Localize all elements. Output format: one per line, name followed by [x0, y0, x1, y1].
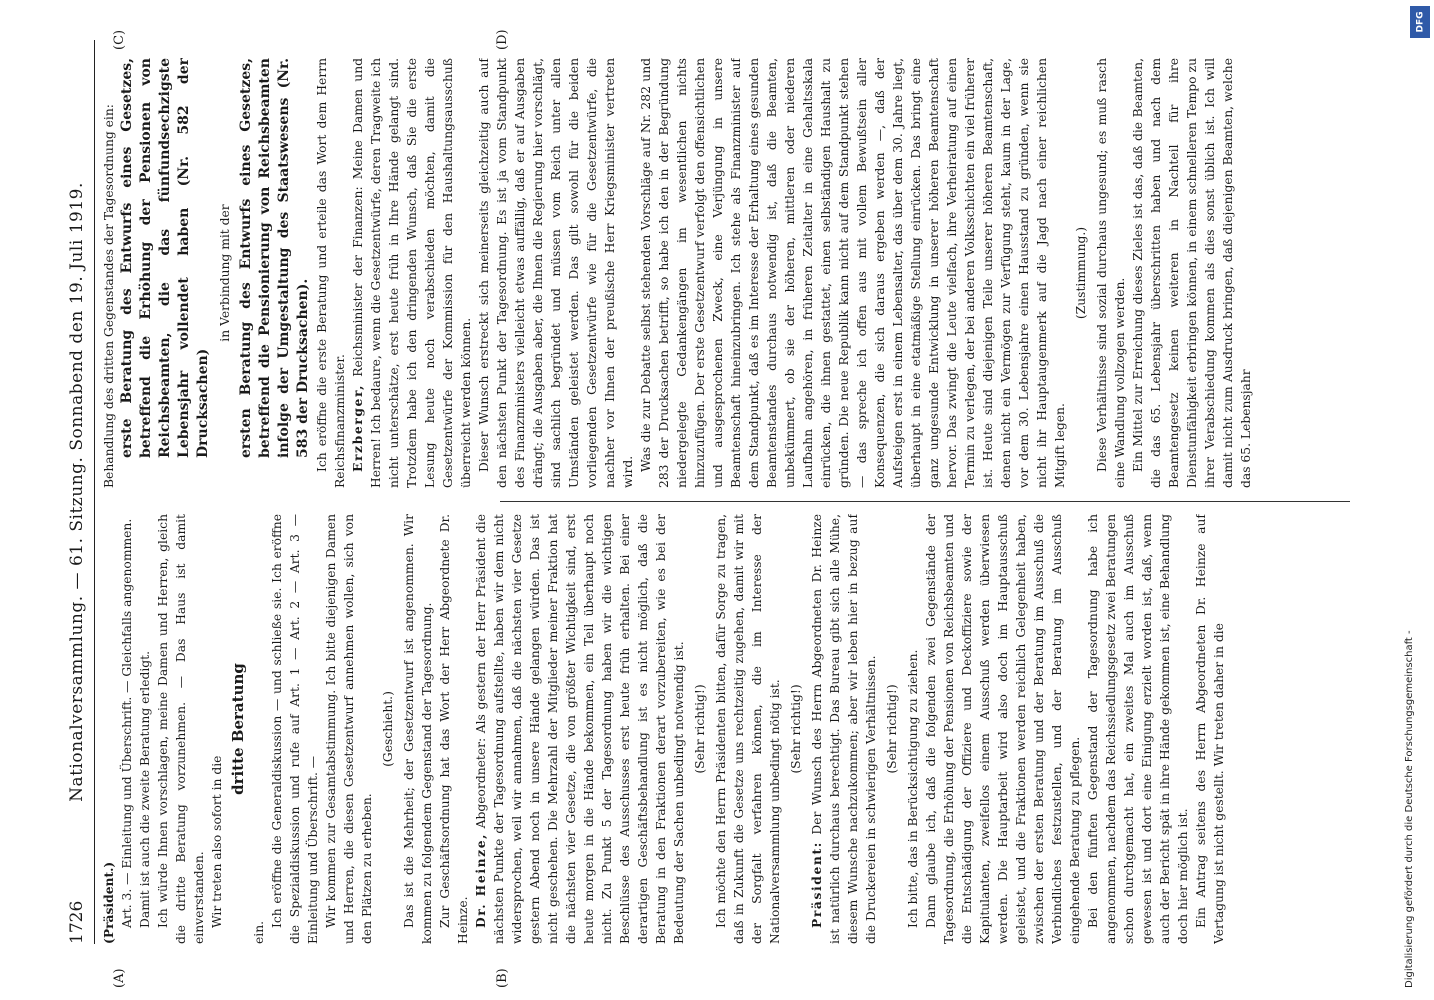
speaker-name: Dr. Heinze,	[473, 832, 488, 928]
interjection: (Sehr richtig!)	[789, 684, 803, 774]
margin-marker-c: (C)	[112, 29, 127, 50]
interjection: (Zustimmung.)	[1074, 226, 1088, 320]
paragraph: Wir kommen zur Gesamtabstimmung. Ich bitte diejenigen Damen und Herren, die diesen Gesetzentwurf annehmen wollen, sich von den Plätzen zu erheben.	[324, 514, 374, 944]
left-column	[100, 514, 1370, 944]
paragraph: Ich eröffne die Generaldiskussion — und schließe sie. Ich eröffne die Spezialdiskussion und rufe auf Art. 1 — Art. 2 — Art. 3 — Einleitung und Überschrift. —	[270, 514, 320, 944]
paragraph: Art. 3. — Einleitung und Überschrift. — Gleichfalls angenommen.	[120, 518, 134, 928]
agenda-item: erste Beratung des Entwurfs eines Gesetzes, betreffend die Erhöhung der Pensionen von Reichsbeamten, die das fünfundsechzigste Lebensjahr vollendet haben (Nr. 582 der Drucksachen)	[119, 58, 211, 458]
page-header	[60, 40, 95, 944]
paragraph: Was die zur Debatte selbst stehenden Vorschläge auf Nr. 282 und 283 der Drucksachen betrifft, so habe ich den in der Begründung niedergelegte Gedankengängen im wesentlichen nichts hinzuzufügen. Der erste Gesetzentwurf verfolgt den offensichtlichen und ausgesprochenen Zweck, eine Verjüngung in unsere Beamtenschaft hineinzubringen. Ich stehe als Finanzminister auf dem Standpunkt, daß es im Interesse der Erhaltung eines gesunden Beamtenstandes durchaus notwendig ist, daß die Beamten, unbekümmert, ob sie der höheren, mittleren oder niederen Laufbahn angehören, in früheren Zeitalter in eine Gehaltsskala einrücken, die ihnen gestattet, einen selbständigen Haushalt zu gründen. Die neue Republik kann nicht auf dem Standpunkt stehen — das spreche ich offen aus mit vollem Bewußtsein aller Konsequenzen, die sich daraus ergeben werden —, daß der Aufsteigen erst in einem Lebensalter, das über dem 30. Jahre liegt, überhaupt in eine etatmäßige Stellung einrücken. Das bringt eine ganz ungesunde Entwicklung in unserer höheren Beamtenschaft hervor. Das zwingt die Leute vielfach, ihre Verheiratung auf einen Termin zu verlegen, der bei anderen Volksschichten ein viel früherer ist. Heute sind diejenigen Teile unserer höheren Beamtenschaft, denen nicht ein Vermögen zur Verfügung steht, kaum in der Lage, vor dem 30. Lebensjahre einen Hausstand zu gründen, wenn sie nicht ihr Hauptaugenmerk auf die Jagd nach einer reichlichen Mitgift legen.	[639, 58, 1067, 488]
paragraph: Ein Antrag seitens des Herrn Abgeordneten Dr. Heinze auf Vertagung ist nicht gestellt. Wir treten daher in die	[1194, 514, 1226, 944]
paragraph: Behandlung des dritten Gegenstandes der Tagesordnung ein:	[102, 104, 116, 488]
paragraph: Dann glaube ich, daß die folgenden zwei Gegenstände der Tagesordnung, die Erhöhung der Pensionen von Reichsbeamten und die Entschädigung der Offiziere und Deckoffiziere sowie der Kapitulanten, zweifellos einem Ausschuß werden überwiesen werden. Die Hauptarbeit wird also doch im Hauptausschuß geleistet, und die Fraktionen werden reichlich Gelegenheit haben, zwischen der ersten Beratung und der Beratung im Ausschuß die Verbindliches festzustellen, und der Beratung im Ausschuß eingehende Beratung zu pflegen.	[924, 514, 1082, 944]
interjection: (Geschieht.)	[381, 691, 395, 767]
paragraph: Diese Verhältnisse sind sozial durchaus ungesund; es muß rasch eine Wandlung vollzogen werden.	[1095, 58, 1127, 488]
speaker-name: Präsident:	[809, 841, 824, 928]
speech-text: Reichsminister der Finanzen: Meine Damen und Herren! Ich bedaure, wenn die Gesetzentwürfe, deren Tragweite ich nicht unterschätze, erst heute früh in Ihre Hände gelangt sind. Trotzdem habe ich den dringenden Wunsch, daß Sie die erste Lesung heute noch verabschieden möchten, damit die Gesetzentwürfe der Kommission für den Haushaltungsausschuß überreicht werden können.	[351, 58, 473, 488]
digitization-credit: Digitalisierung gefördert durch die Deutsche Forschungsgemeinschaft -	[1404, 630, 1415, 988]
page-number: 1726	[67, 900, 87, 944]
margin-marker-b: (B)	[495, 968, 510, 988]
interjection: (Sehr richtig!)	[885, 684, 899, 774]
paragraph: Dieser Wunsch erstreckt sich meinerseits gleichzeitig auch auf den nächsten Punkt der Tagesordnung. Es ist ja vom Standpunkt des Finanzministers vielleicht etwas auffällig, daß er auf Ausgaben drängt; die Ausgaben aber, die Ihnen die Regierung hier vorschlägt, sind sachlich begründet und müssen vom Reich unter allen Umständen geleistet werden. Das gilt sowohl für die beiden vorliegenden Gesetzentwürfe wie für die Gesetzentwürfe, die nachher vor Ihnen der preußische Herr Kriegsminister vertreten wird.	[477, 58, 635, 488]
page-title: Nationalversammlung. — 61. Sitzung. Sonnabend den 19. Juli 1919.	[67, 182, 87, 802]
agenda-item: ersten Beratung des Entwurfs eines Gesetzes, betreffend die Pensionierung von Reichsbeamten infolge der Umgestaltung des Staatswesens (Nr. 583 der Drucksachen).	[238, 58, 311, 458]
paragraph: Wir treten also sofort in die	[210, 755, 224, 928]
paragraph: Ich würde Ihnen vorschlagen, meine Damen und Herren, gleich die dritte Beratung vorzunehmen. — Das Haus ist damit einverstanden.	[156, 514, 206, 944]
paragraph: Ich eröffne die erste Beratung und erteile das Wort dem Herrn Reichsfinanzminister.	[315, 58, 347, 488]
paragraph: Damit ist auch die zweite Beratung erledigt.	[138, 650, 152, 928]
speech-paragraph	[349, 58, 475, 488]
speech-paragraph	[808, 514, 880, 944]
paragraph: ein.	[252, 920, 266, 944]
margin-marker-a: (A)	[112, 968, 127, 988]
interjection: (Sehr richtig!)	[693, 684, 707, 774]
speaker-label: (Präsident.)	[101, 861, 116, 944]
speech-paragraph	[472, 514, 688, 944]
speech-text: Abgeordneter: Als gestern der Herr Präsident die nächsten Punkte der Tagesordnung aufstellte, haben wir dem nicht widersprochen, weil wir annahmen, daß die nächsten vier Gesetze gestern Abend noch in unsere Hände gelangen würden. Das ist nicht geschehen. Die Mehrzahl der Mitglieder meiner Fraktion hat die nächsten vier Gesetze, die von größter Wichtigkeit sind, erst heute morgen in die Hände bekommen, ein Teil überhaupt noch nicht. Zu Punkt 5 der Tagesordnung haben wir die wichtigen Beschlüsse des Ausschusses erst heute früh erhalten. Bei einer derartigen Geschäftsbehandlung ist es nicht möglich, daß die Beratung in den Fraktionen derart vorzubereiten, wie es bei der Bedeutung der Sachen unbedingt notwendig ist.	[474, 514, 686, 944]
paragraph: Bei den fünften Gegenstand der Tagesordnung habe ich angenommen, nachdem das Reichssiedlungsgesetz zwei Beratungen schon durchgemacht hat, ein zweites Mal auch im Ausschuß gewesen ist und dort eine Einigung erzielt worden ist, daß, wenn auch der Bericht spät in ihre Hände gekommen ist, eine Behandlung doch hier möglich ist.	[1086, 514, 1190, 944]
column-divider	[500, 501, 1350, 502]
paragraph: Ein Mittel zur Erreichung dieses Zieles ist das, daß die Beamten, die das 65. Lebensjahr überschritten haben und nach dem Beamtengesetz keinen weiteren in Nachteil für ihre Dienstunfähigkeit erbringen können, in einem schnelleren Tempo zu ihrer Verabschiedung kommen als dies sonst üblich ist. Ich will damit nicht zum Ausdruck bringen, daß diejenigen Beamten, welche das 65. Lebensjahr	[1131, 58, 1253, 488]
margin-marker-d: (D)	[495, 29, 510, 50]
paragraph: in Verbindung mit der	[218, 204, 232, 342]
speaker-name: Erzberger,	[350, 383, 365, 472]
speech-text: Der Wunsch des Herrn Abgeordneten Dr. Heinze ist natürlich durchaus berechtigt. Das Bureau gibt sich alle Mühe, diesem Wunsche nachzukommen; aber wir leben hier in bezug auf die Druckereien in schwierigen Verhältnissen.	[810, 514, 878, 944]
right-column	[100, 58, 1370, 488]
paragraph: Ich bitte, das in Berücksichtigung zu ziehen.	[906, 649, 920, 928]
section-heading: dritte Beratung	[229, 663, 247, 795]
paragraph: Zur Geschäftsordnung hat das Wort der Herr Abgeordnete Dr. Heinze.	[438, 514, 470, 944]
dfg-logo: DFG	[1410, 6, 1430, 38]
paragraph: Das ist die Mehrheit; der Gesetzentwurf ist angenommen. Wir kommen zu folgendem Gegenstand der Tagesordnung.	[402, 514, 434, 944]
paragraph: Ich möchte den Herrn Präsidenten bitten, dafür Sorge zu tragen, daß in Zukunft die Gesetze uns rechtzeitig zugehen, damit wir mit der Sorgfalt verfahren können, die im Interesse der Nationalversammlung unbedingt nötig ist.	[714, 514, 782, 944]
